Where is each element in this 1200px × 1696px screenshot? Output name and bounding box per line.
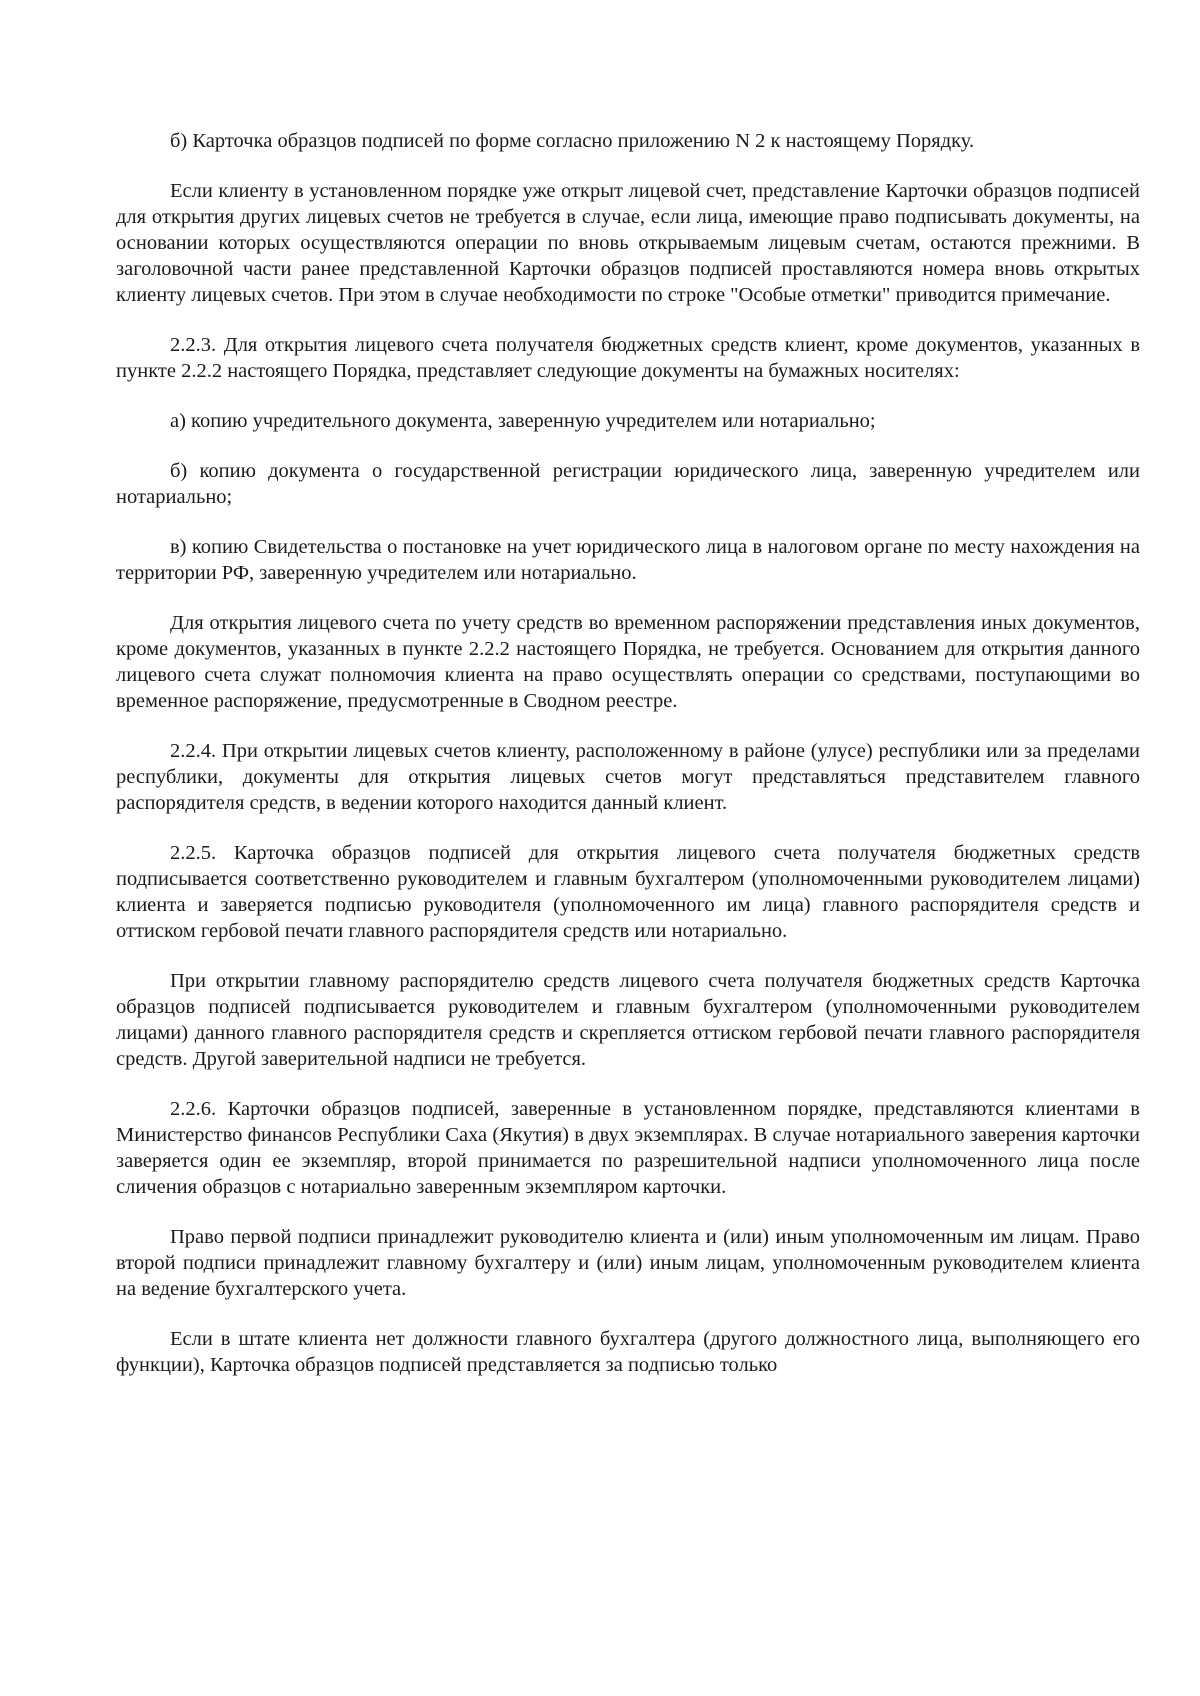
- paragraph-no-chief-accountant: Если в штате клиента нет должности главного бухгалтера (другого должностного лица, выполняющего его функции), Карточка образцов подписей представляется за подписью только: [116, 1328, 1140, 1376]
- paragraph-item-b-signature-card: б) Карточка образцов подписей по форме согласно приложению N 2 к настоящему Порядку.: [170, 130, 975, 152]
- paragraph-2-2-6: 2.2.6. Карточки образцов подписей, заверенные в установленном порядке, представляются клиентами в Министерство финансов Республики Саха (Якутия) в двух экземплярах. В случае нотариального заверения карточки заверяется один ее экземпляр, второй принимается по разрешительной надписи уполномоченного лица после сличения образцов с нотариально заверенным экземпляром карточки.: [116, 1098, 1140, 1198]
- paragraph-temporary-disposal: Для открытия лицевого счета по учету средств во временном распоряжении представления иных документов, кроме документов, указанных в пункте 2.2.2 настоящего Порядка, не требуется. Основанием для открытия данного лицевого счета служат полномочия клиента на право осуществлять операции со средствами, поступающими во временное распоряжение, предусмотренные в Сводном реестре.: [116, 612, 1140, 712]
- paragraph-item-a: а) копию учредительного документа, заверенную учредителем или нотариально;: [170, 410, 876, 432]
- paragraph-2-2-3: 2.2.3. Для открытия лицевого счета получателя бюджетных средств клиент, кроме документов, указанных в пункте 2.2.2 настоящего Порядка, представляет следующие документы на бумажных носителях:: [116, 334, 1140, 382]
- paragraph-2-2-4: 2.2.4. При открытии лицевых счетов клиенту, расположенному в районе (улусе) республики или за пределами республики, документы для открытия лицевых счетов могут представляться представителем главного распорядителя средств, в ведении которого находится данный клиент.: [116, 740, 1140, 814]
- paragraph-2-2-5: 2.2.5. Карточка образцов подписей для открытия лицевого счета получателя бюджетных средств подписывается соответственно руководителем и главным бухгалтером (уполномоченными руководителем лицами) клиента и заверяется подписью руководителя (уполномоченного им лица) главного распорядителя средств и оттиском гербовой печати главного распорядителя средств или нотариально.: [116, 842, 1140, 942]
- paragraph-signature-rights: Право первой подписи принадлежит руководителю клиента и (или) иным уполномоченным им лицам. Право второй подписи принадлежит главному бухгалтеру и (или) иным лицам, уполномоченным руководителем клиента на ведение бухгалтерского учета.: [116, 1226, 1140, 1300]
- paragraph-item-b-registration: б) копию документа о государственной регистрации юридического лица, заверенную учредителем или нотариально;: [116, 460, 1140, 508]
- paragraph-main-manager: При открытии главному распорядителю средств лицевого счета получателя бюджетных средств Карточка образцов подписей подписывается руководителем и главным бухгалтером (уполномоченными руководителем лицами) данного главного распорядителя средств и скрепляется оттиском гербовой печати главного распорядителя средств. Другой заверительной надписи не требуется.: [116, 970, 1140, 1070]
- document-page: [116, 128, 1140, 1402]
- paragraph-item-v: в) копию Свидетельства о постановке на учет юридического лица в налоговом органе по месту нахождения на территории РФ, заверенную учредителем или нотариально.: [116, 536, 1140, 584]
- paragraph-existing-account: Если клиенту в установленном порядке уже открыт лицевой счет, представление Карточки образцов подписей для открытия других лицевых счетов не требуется в случае, если лица, имеющие право подписывать документы, на основании которых осуществляются операции по вновь открываемым лицевым счетам, остаются прежними. В заголовочной части ранее представленной Карточки образцов подписей проставляются номера вновь открытых клиенту лицевых счетов. При этом в случае необходимости по строке "Особые отметки" приводится примечание.: [116, 180, 1140, 306]
